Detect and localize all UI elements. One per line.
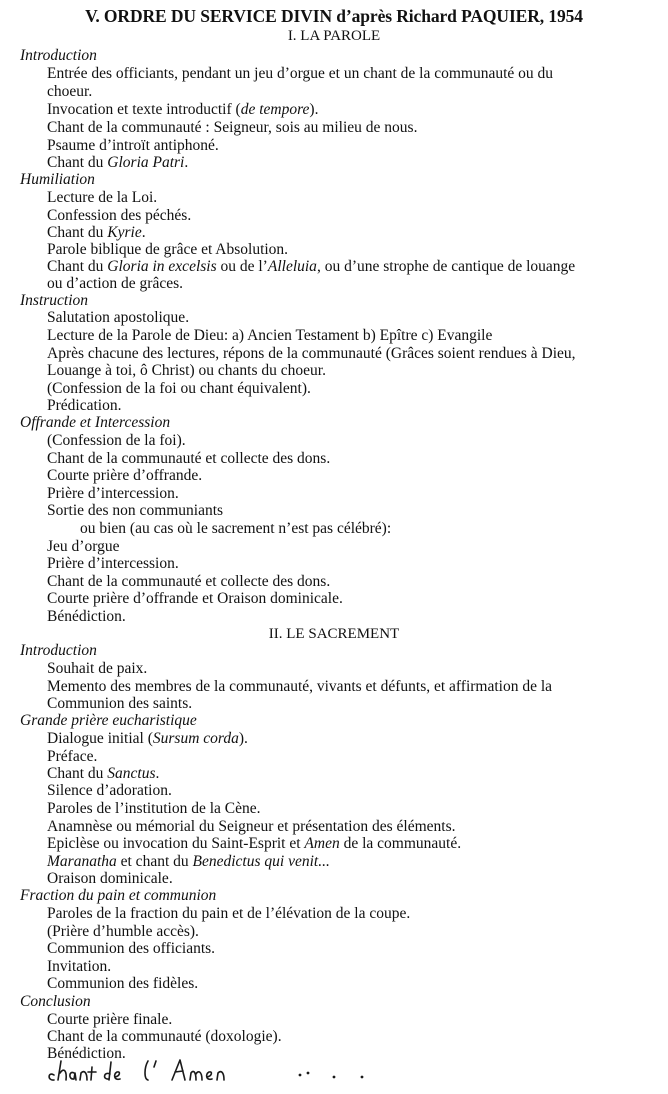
list-item: Parole biblique de grâce et Absolution. xyxy=(47,241,289,258)
list-item: Bénédiction. xyxy=(47,608,126,625)
list-item: Psaume d’introït antiphoné. xyxy=(47,137,219,154)
list-item: Lecture de la Parole de Dieu: a) Ancien Testament b) Epître c) Evangile xyxy=(47,327,493,344)
list-item: ou bien (au cas où le sacrement n’est pas célébré): xyxy=(80,520,392,537)
list-item: Entrée des officiants, pendant un jeu d’orgue et un chant de la communauté ou du xyxy=(47,65,554,82)
list-item: choeur. xyxy=(47,83,93,100)
list-item: Chant du Gloria Patri. xyxy=(47,154,189,171)
list-item: Chant du Gloria in excelsis ou de l’Alleluia, ou d’une strophe de cantique de louange xyxy=(47,258,576,275)
list-item: Chant du Kyrie. xyxy=(47,224,146,241)
list-item: Chant de la communauté (doxologie). xyxy=(47,1028,282,1045)
handwritten-note xyxy=(44,1053,374,1093)
section-title-parole: I. LA PAROLE xyxy=(287,28,381,44)
list-item: Après chacune des lectures, répons de la communauté (Grâces soient rendues à Dieu, xyxy=(47,345,576,362)
list-item: Memento des membres de la communauté, vivants et défunts, et affirmation de la xyxy=(47,678,553,695)
list-item: Préface. xyxy=(47,748,98,765)
list-item: Invocation et texte introductif (de tempore). xyxy=(47,101,319,118)
list-item: Maranatha et chant du Benedictus qui venit... xyxy=(47,853,330,870)
list-item: Prière d’intercession. xyxy=(47,555,179,572)
heading-conclusion: Conclusion xyxy=(20,993,91,1010)
heading-grande-priere: Grande prière eucharistique xyxy=(20,712,197,729)
document-title: V. ORDRE DU SERVICE DIVIN d’après Richard PAQUIER, 1954 xyxy=(85,6,583,26)
heading-fraction: Fraction du pain et communion xyxy=(20,887,217,904)
list-item: Courte prière d’offrande et Oraison dominicale. xyxy=(47,590,343,607)
list-item: (Confession de la foi). xyxy=(47,432,186,449)
list-item: Paroles de l’institution de la Cène. xyxy=(47,800,261,817)
list-item: (Confession de la foi ou chant équivalent). xyxy=(47,380,311,397)
list-item: Prédication. xyxy=(47,397,122,414)
list-item: Bénédiction. xyxy=(47,1045,126,1062)
list-item: Paroles de la fraction du pain et de l’élévation de la coupe. xyxy=(47,905,411,922)
heading-instruction: Instruction xyxy=(20,292,89,309)
list-item: Communion des fidèles. xyxy=(47,975,199,992)
list-item: Dialogue initial (Sursum corda). xyxy=(47,730,248,747)
list-item: Salutation apostolique. xyxy=(47,309,190,326)
list-item: Courte prière d’offrande. xyxy=(47,467,203,484)
list-item: Jeu d’orgue xyxy=(47,538,120,555)
list-item: Silence d’adoration. xyxy=(47,782,172,799)
list-item: Souhait de paix. xyxy=(47,660,148,677)
list-item: Chant du Sanctus. xyxy=(47,765,160,782)
list-item: Chant de la communauté : Seigneur, sois au milieu de nous. xyxy=(47,119,418,136)
list-item: Chant de la communauté et collecte des dons. xyxy=(47,573,331,590)
list-item: Oraison dominicale. xyxy=(47,870,173,887)
list-item: Louange à toi, ô Christ) ou chants du choeur. xyxy=(47,362,326,379)
heading-introduction-2: Introduction xyxy=(20,642,97,659)
list-item: Courte prière finale. xyxy=(47,1011,173,1028)
list-item: Communion des officiants. xyxy=(47,940,216,957)
list-item: Anamnèse ou mémorial du Seigneur et présentation des éléments. xyxy=(47,818,456,835)
heading-humiliation: Humiliation xyxy=(20,171,95,188)
list-item: (Prière d’humble accès). xyxy=(47,923,199,940)
list-item: Communion des saints. xyxy=(47,695,193,712)
heading-offrande: Offrande et Intercession xyxy=(20,414,171,431)
list-item: Chant de la communauté et collecte des dons. xyxy=(47,450,331,467)
list-item: Prière d’intercession. xyxy=(47,485,179,502)
heading-introduction: Introduction xyxy=(20,47,97,64)
list-item: Confession des péchés. xyxy=(47,207,192,224)
list-item: Sortie des non communiants xyxy=(47,502,224,519)
list-item: ou d’action de grâces. xyxy=(47,275,183,292)
list-item: Invitation. xyxy=(47,958,112,975)
list-item: Epiclèse ou invocation du Saint-Esprit et Amen de la communauté. xyxy=(47,835,462,852)
list-item: Lecture de la Loi. xyxy=(47,189,158,206)
section-title-sacrement: II. LE SACREMENT xyxy=(268,626,400,642)
